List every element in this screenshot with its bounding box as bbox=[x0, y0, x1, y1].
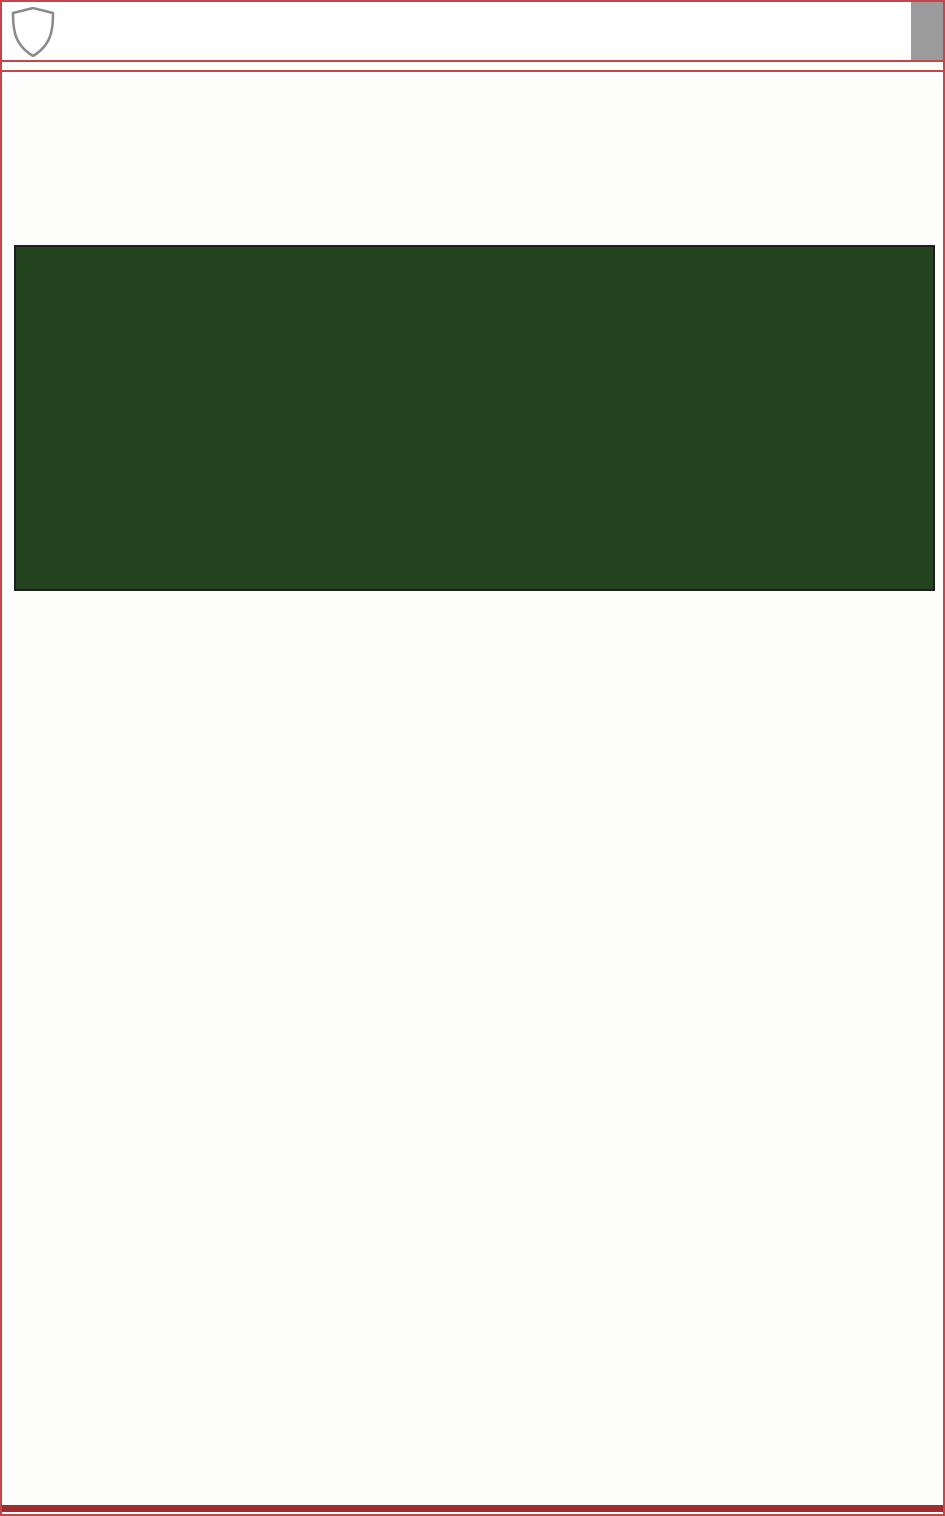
page-number bbox=[911, 2, 943, 60]
news-photo bbox=[14, 245, 935, 591]
masthead bbox=[2, 2, 943, 62]
group-photo-illustration bbox=[16, 247, 933, 589]
photo-credit bbox=[52, 604, 60, 634]
headline bbox=[20, 86, 925, 237]
photo-caption bbox=[18, 603, 927, 635]
header-rule bbox=[2, 70, 943, 72]
section-title bbox=[2, 8, 943, 56]
bottom-rule bbox=[2, 1505, 943, 1512]
